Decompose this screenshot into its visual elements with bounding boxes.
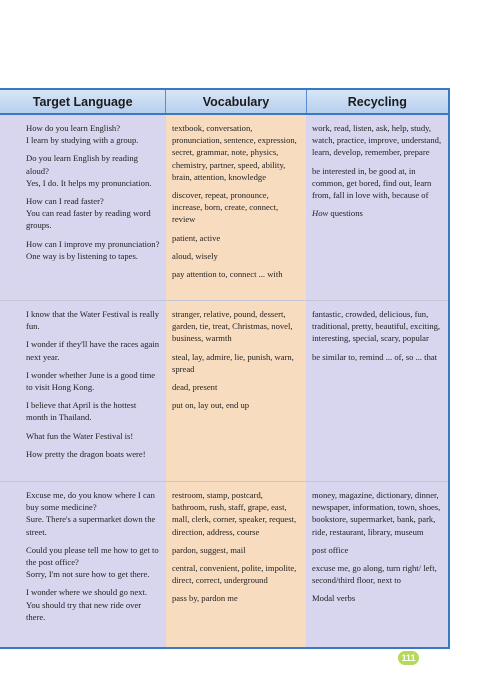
target-language-cell [0, 115, 166, 300]
content-table [0, 88, 450, 649]
cell-paragraph: How pretty the dragon boats were! [26, 448, 146, 459]
cell-paragraph: Could you please tell me how to get to the post office? Sorry, I'm not sure how to get there. [26, 544, 159, 580]
cell-paragraph: aloud, wisely [172, 250, 218, 261]
cell-paragraph: money, magazine, dictionary, dinner, newspaper, information, town, shoes, bookstore, supermarket, bank, park, ride, restaurant, library, museum [312, 490, 441, 537]
cell-paragraph: steal, lay, admire, lie, punish, warn, spread [172, 351, 294, 374]
cell-paragraph: I wonder whether June is a good time to visit Hong Kong. [26, 369, 156, 393]
vocabulary-cell [166, 482, 306, 647]
cell-paragraph: put on, lay out, end up [172, 400, 250, 411]
cell-paragraph: post office [312, 544, 349, 555]
table-row [0, 300, 448, 481]
table-body [0, 115, 448, 647]
cell-paragraph: How questions [312, 208, 363, 219]
cell-paragraph: I know that the Water Festival is really fun. [26, 309, 160, 332]
cell-paragraph: How can I improve my pronunciation? One way is by listening to tapes. [26, 238, 160, 261]
target-language-cell [0, 301, 166, 481]
cell-paragraph: I wonder where we should go next. You should try that new ride over there. [26, 587, 147, 622]
cell-paragraph: excuse me, go along, turn right/ left, second/third floor, next to [312, 563, 437, 586]
header-recycling: Recycling [306, 90, 448, 113]
cell-paragraph: Excuse me, do you know where I can buy some medicine? Sure. There's a supermarket down the street. [26, 490, 156, 537]
recycling-cell [306, 115, 448, 300]
cell-paragraph: textbook, conversation, pronunciation, sentence, expression, secret, grammar, note, physics, chemistry, partner, speed, ability, brain, attention, knowledge [172, 123, 297, 182]
page-number: 111 [398, 651, 419, 665]
cell-paragraph: work, read, listen, ask, help, study, watch, practice, improve, understand, learn, develop, remember, prepare [312, 123, 442, 158]
vocabulary-cell [166, 301, 306, 481]
recycling-cell [306, 482, 448, 647]
cell-paragraph: be similar to, remind ... of, so ... that [312, 351, 438, 362]
cell-paragraph: pardon, suggest, mail [172, 544, 246, 555]
cell-paragraph: How do you learn English? I learn by studying with a group. [26, 123, 139, 146]
cell-paragraph: central, convenient, polite, impolite, direct, correct, underground [172, 563, 297, 586]
cell-paragraph: How can I read faster? You can read faster by reading word groups. [26, 196, 151, 231]
cell-paragraph: What fun the Water Festival is! [26, 430, 134, 441]
cell-paragraph: I wonder if they'll have the races again next year. [26, 339, 160, 362]
cell-paragraph: I believe that April is the hottest month in Thailand. [26, 400, 137, 423]
table-header [0, 88, 448, 115]
header-vocabulary: Vocabulary [165, 90, 305, 113]
header-target-language: Target Language [32, 94, 133, 109]
cell-paragraph: Do you learn English by reading aloud? Yes, I do. It helps my pronunciation. [26, 153, 152, 188]
target-language-cell [0, 482, 166, 647]
cell-paragraph: pass by, pardon me [172, 593, 238, 604]
cell-paragraph: restroom, stamp, postcard, bathroom, rush, staff, grape, east, mall, clerk, corner, speaker, request, direction, address, course [172, 490, 297, 537]
cell-paragraph: pay attention to, connect ... with [172, 269, 283, 280]
cell-paragraph: fantastic, crowded, delicious, fun, traditional, pretty, beautiful, exciting, interesting, special, scary, popular [312, 309, 441, 344]
cell-paragraph: patient, active [172, 232, 221, 243]
cell-paragraph: be interested in, be good at, in common, get bored, find out, learn from, fall in love with, because of [312, 165, 432, 201]
cell-paragraph: discover, repeat, pronounce, increase, born, create, connect, review [172, 190, 279, 225]
vocabulary-cell [166, 115, 306, 300]
table-row [0, 481, 448, 647]
cell-paragraph: stranger, relative, pound, dessert, garden, tie, treat, Christmas, novel, business, warmth [172, 309, 293, 344]
recycling-cell [306, 301, 448, 481]
table-row [0, 115, 448, 300]
cell-paragraph: dead, present [172, 382, 218, 393]
cell-paragraph: Modal verbs [312, 593, 356, 604]
